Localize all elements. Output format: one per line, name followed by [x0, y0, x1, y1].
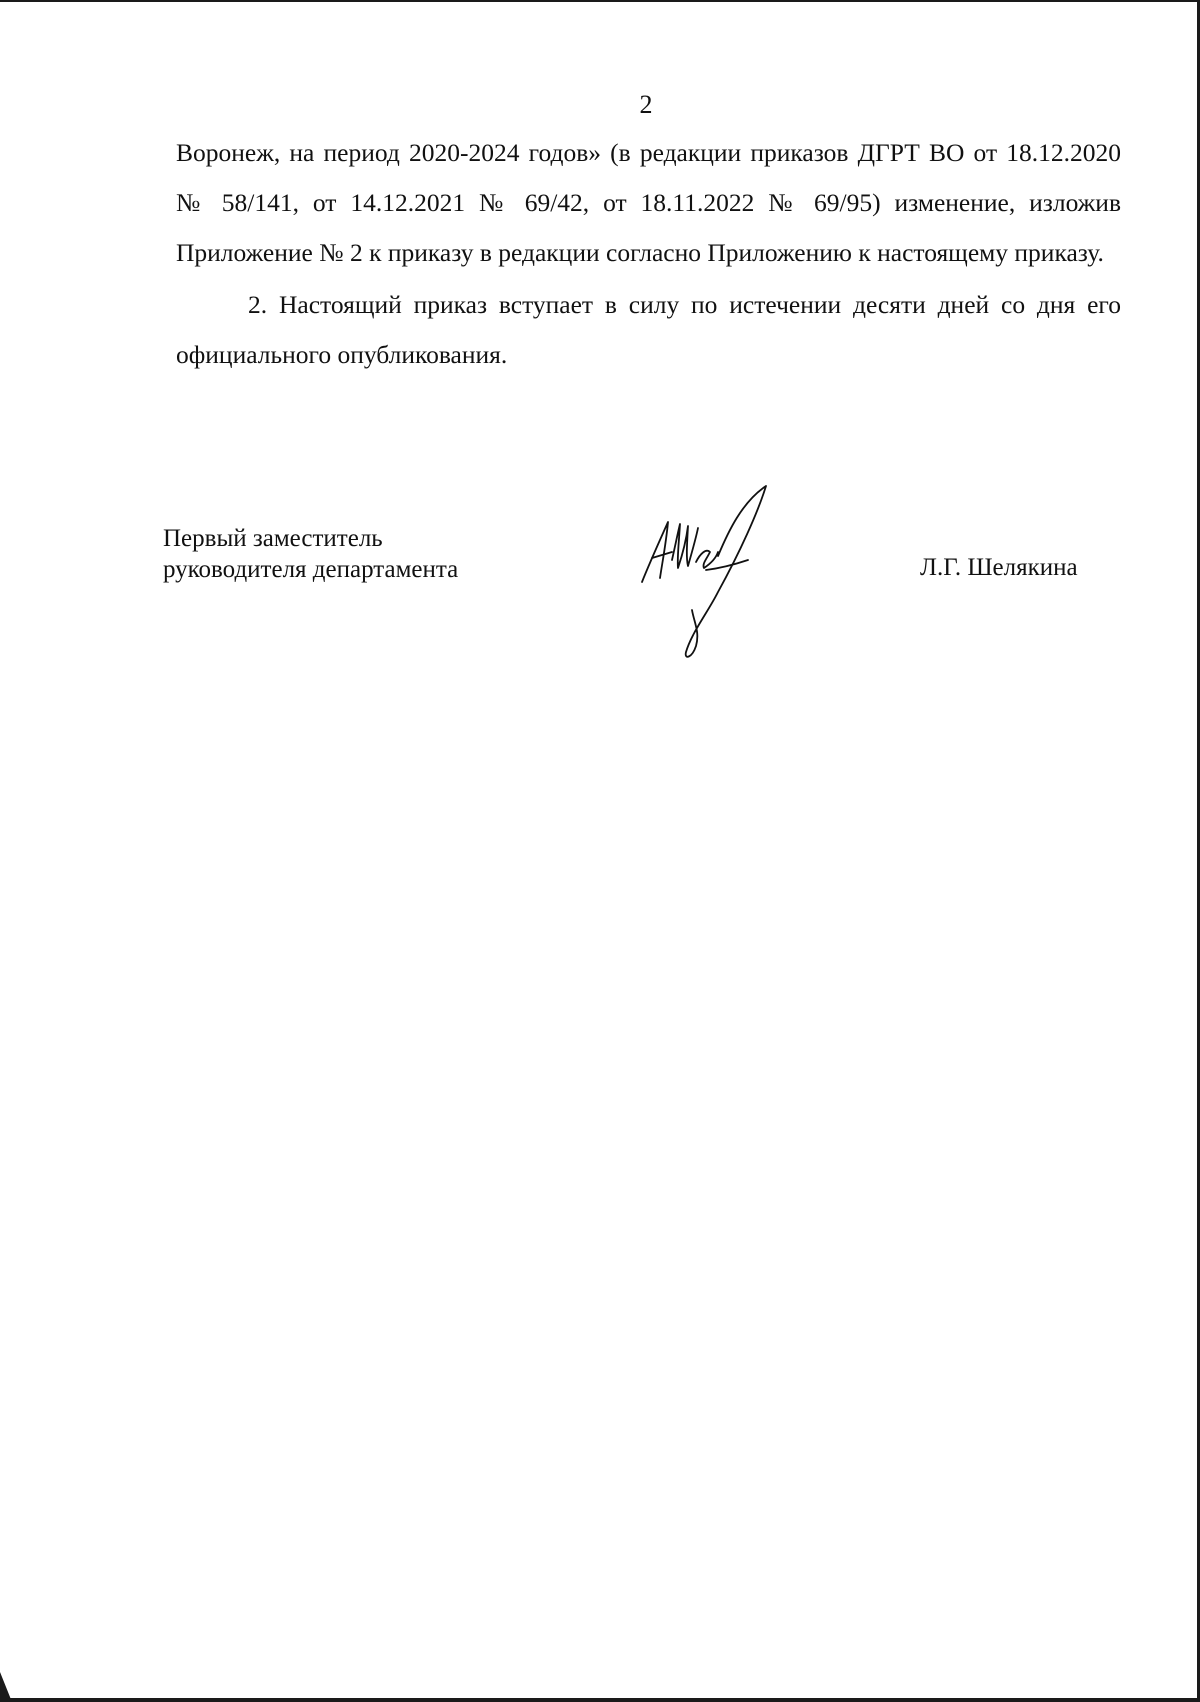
signatory-title-line2: руководителя департамента: [163, 556, 459, 583]
page-number: 2: [639, 90, 653, 119]
signatory-title-line1: Первый заместитель: [163, 525, 383, 552]
handwritten-signature: [632, 482, 792, 662]
paragraph-effective-date: 2. Настоящий приказ вступает в силу по истечении десяти дней со дня его официального опубликования.: [176, 290, 1121, 369]
signatory-title: [163, 523, 458, 585]
scan-bottom-edge: [0, 1698, 1197, 1702]
order-text: [176, 128, 1121, 380]
signatory-name: Л.Г. Шелякина: [920, 554, 1078, 581]
scan-corner-mark: [0, 1672, 12, 1702]
paragraph-amendment: Воронеж, на период 2020-2024 годов» (в редакции приказов ДГРТ ВО от 18.12.2020 № 58/141, от 14.12.2021 № 69/42, от 18.11.2022 № 69/95) изменение, изложив Приложение № 2 к приказу в редакции согласно Приложению к настоящему приказу.: [176, 138, 1121, 267]
